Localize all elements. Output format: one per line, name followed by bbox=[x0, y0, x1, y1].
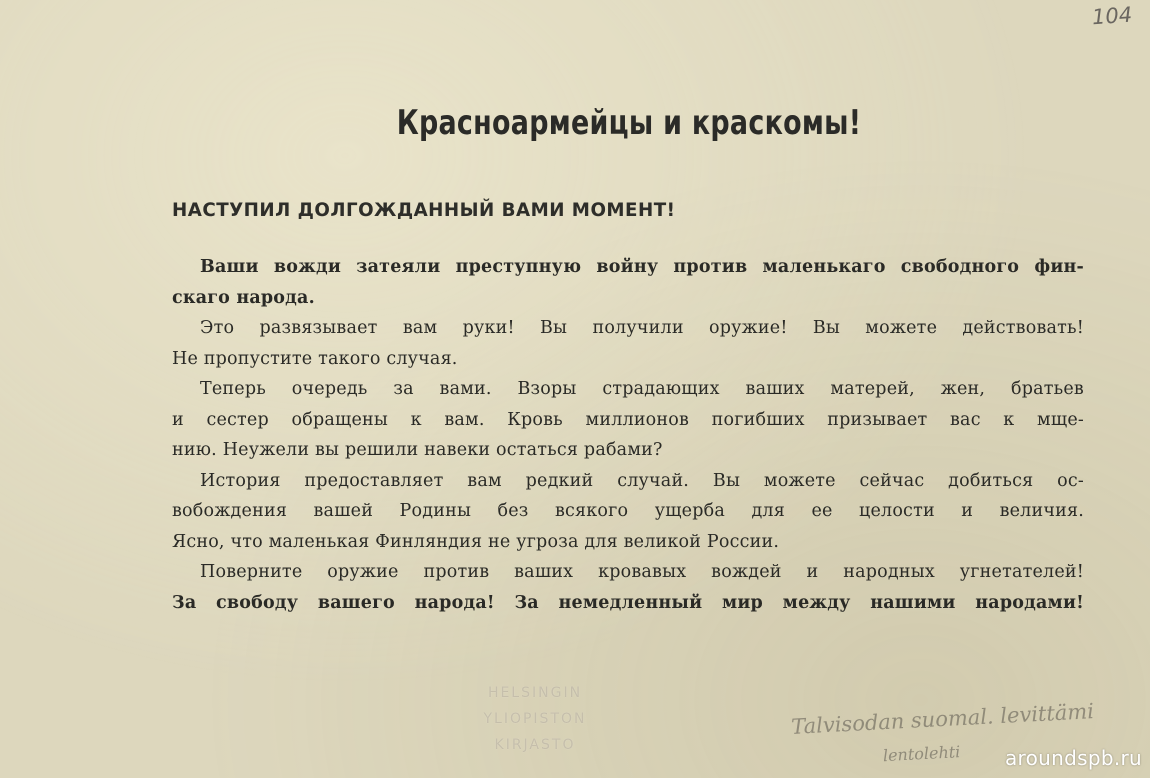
text-line: и сестер обращены к вам. Кровь миллионов погибших призывает вас к мще- bbox=[172, 409, 1084, 430]
text-line: скаго народа. bbox=[172, 287, 315, 308]
text-line: вобождения вашей Родины без всякого ущерба для ее целости и величия. bbox=[172, 501, 1084, 521]
page-number: 104 bbox=[1091, 2, 1133, 30]
stamp-line: HELSINGIN bbox=[487, 685, 583, 701]
text-line: Ваши вожди затеяли преступную войну против маленькаго свободного фин- bbox=[200, 257, 1084, 277]
text-line: Ясно, что маленькая Финляндия не угроза для великой России. bbox=[172, 531, 780, 552]
text-line: Поверните оружие против ваших кровавых вождей и народных угнетателей! bbox=[200, 562, 1084, 582]
text-line: История предоставляет вам редкий случай. Вы можете сейчас добиться ос- bbox=[200, 470, 1084, 491]
note-line: lentolehti bbox=[882, 742, 961, 766]
text-line: Не пропустите такого случая. bbox=[172, 348, 458, 369]
text-line: нию. Неужели вы решили навеки остаться рабами? bbox=[172, 440, 663, 460]
subtitle: НАСТУПИЛ ДОЛГОЖДАННЫЙ ВАМИ МОМЕНТ! bbox=[172, 199, 676, 221]
page-title: Красноармейцы и краскомы! bbox=[396, 103, 862, 143]
stamp-line: KIRJASTO bbox=[494, 737, 576, 753]
watermark: aroundspb.ru bbox=[1005, 746, 1142, 770]
note-line: Talvisodan suomal. levittämi bbox=[790, 699, 1095, 739]
text-line: Теперь очередь за вами. Взоры страдающих ваших матерей, жен, братьев bbox=[200, 379, 1084, 399]
text-line: Это развязывает вам руки! Вы получили оружие! Вы можете действовать! bbox=[200, 318, 1084, 338]
body-text bbox=[172, 252, 1084, 618]
stamp-line: YLIOPISTON bbox=[483, 711, 587, 727]
text-line: За свободу вашего народа! За немедленный мир между нашими народами! bbox=[172, 592, 1084, 613]
library-stamp bbox=[480, 680, 590, 758]
